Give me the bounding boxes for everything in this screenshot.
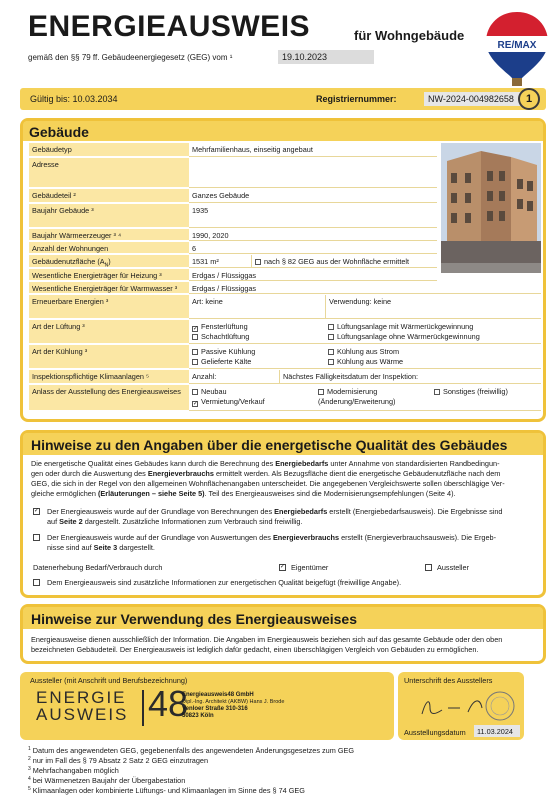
- ventilation-with-recovery-checkbox[interactable]: [328, 324, 334, 330]
- issuer-checkbox[interactable]: [425, 564, 432, 571]
- issuer-label: Aussteller: [437, 563, 470, 572]
- quality-hints-section: [20, 430, 546, 598]
- building-header: [23, 121, 543, 141]
- footnote-2: $^2$ nur im Fall des § 79 Absatz 2 Satz 2 GEG einzutragen: [28, 756, 208, 765]
- area-from-living-checkbox[interactable]: [255, 259, 261, 265]
- building-title: Gebäude: [29, 124, 89, 140]
- consumption-certificate-text: Der Energieausweis wurde auf der Grundlage von Auswertungen des Energieverbrauchs erstellt (Energieverbrauchsausweis). Die Ergeb- nisse sind auf Seite 3 dargestellt.: [47, 533, 496, 552]
- additional-info-checkbox[interactable]: [33, 579, 40, 586]
- data-source-label: Datenerhebung Bedarf/Verbrauch durch: [33, 563, 163, 572]
- law-date: 19.10.2023: [278, 50, 374, 64]
- building-section: [20, 118, 546, 422]
- footnote-1: $^1$ Datum des angewendeten GEG, gegebenenfalls des angewendeten Änderungsgesetzes zum GEG: [28, 746, 355, 755]
- row-water-energy: Wesentliche Energieträger für Warmwasser ³ Erdgas / Flüssiggas: [29, 282, 541, 294]
- usage-hints-section: [20, 604, 546, 664]
- footnote-3: $^3$ Mehrfachangaben möglich: [28, 766, 119, 775]
- registration-number: NW-2024-004982658: [424, 92, 526, 106]
- reason-modernisation-checkbox[interactable]: [318, 389, 324, 395]
- row-cooling: Art der Kühlung ³ Passive Kühlung Gelieferte Kälte Kühlung aus Strom Kühlung aus Wärme: [29, 345, 541, 369]
- building-photo: [441, 143, 541, 273]
- additional-info-text: Dem Energieausweis sind zusätzliche Informationen zur energetischen Qualität beigefügt (freiwillige Angabe).: [47, 578, 402, 587]
- demand-certificate-text: Der Energieausweis wurde auf der Grundlage von Berechnungen des Energiebedarfs erstellt (Energiebedarfsausweis). Die Ergebnisse sind auf Seite 2 dargestellt. Zusätzliche Informationen zum Verbrauch sind freiwillig.: [47, 507, 503, 526]
- signature-stamp: [408, 688, 516, 724]
- document-header: [28, 10, 498, 78]
- row-renewable: Erneuerbare Energien ³ Art: keine Verwendung: keine: [29, 295, 541, 319]
- document-subtitle: für Wohngebäude: [354, 28, 465, 43]
- logo-divider: [142, 690, 144, 726]
- valid-until: Gültig bis: 10.03.2034: [30, 94, 118, 104]
- issuer-address: Energieausweis48 GmbH Dipl.-Ing. Architekt (AKBW) Hans J. Brode Venloer Straße 310-316 50823 Köln: [182, 692, 285, 719]
- quality-intro-text: Die energetische Qualität eines Gebäudes kann durch die Berechnung des Energiebedarfs unter Annahme von standardisierten Randbedingun- gen oder durch die Auswertung des Energieverbrauchs ermittelt werden. Als Bezugsfläche dient die energetische Gebäudenutzfläche nach dem GEG, die sich in der Regel von den allgemeinen Wohnflächenangaben unterscheidet. Die angegebenen Vergleichswerte sollen überschlägige Ver- gleiche ermöglichen (Erläuterungen – siehe Seite 5). Teil des Energieausweises sind die Modernisierungsempfehlungen (Seite 4).: [31, 459, 505, 498]
- row-heater-year: Baujahr Wärmeerzeuger ³ ⁴ 1990, 2020: [29, 229, 437, 241]
- law-reference: gemäß den §§ 79 ff. Gebäudeenergiegesetz (GEG) vom ¹: [28, 53, 233, 62]
- footnote-5: $^5$ Klimaanlagen oder kombinierte Lüftungs- und Klimaanlagen im Sinne des § 74 GEG: [28, 786, 305, 795]
- quality-hints-title: Hinweise zu den Angaben über die energetische Qualität des Gebäudes: [31, 437, 508, 453]
- cooling-electric-checkbox[interactable]: [328, 349, 334, 355]
- remax-balloon-logo: [484, 10, 550, 90]
- signature-label: Unterschrift des Ausstellers: [404, 676, 493, 685]
- issuer-block-label: Aussteller (mit Anschrift und Berufsbezeichnung): [30, 676, 188, 685]
- consumption-certificate-checkbox[interactable]: [33, 534, 40, 541]
- cooling-delivered-checkbox[interactable]: [192, 359, 198, 365]
- reason-new-checkbox[interactable]: [192, 389, 198, 395]
- ventilation-window-checkbox[interactable]: ✓: [193, 326, 199, 332]
- issuer-logo-number: 48: [148, 683, 189, 724]
- page-number: 1: [518, 88, 540, 110]
- issuer-logo-text: ENERGIE AUSWEIS: [36, 688, 129, 724]
- usage-hints-text: Energieausweise dienen ausschließlich der Information. Die Angaben im Energieausweis beziehen sich auf das gesamte Gebäude oder den oben bezeichneten Gebäudeteil. Der Energieausweis ist lediglich dafür gedacht, einen überschlägigen Vergleich von Gebäuden zu ermöglichen.: [31, 635, 503, 654]
- row-reason: Anlass der Ausstellung des Energieausweises Neubau ✓ Vermietung/Verkauf Modernisierung (Änderung/Erweiterung) Sonstiges (freiwillig): [29, 385, 541, 411]
- reason-rent-sale-checkbox[interactable]: ✓: [193, 401, 199, 407]
- signature-block: [398, 672, 524, 740]
- row-usable-area: Gebäudenutzfläche $(A_N)$ 1531 m² nach § 82 GEG aus der Wohnfläche ermittelt: [29, 255, 437, 268]
- owner-label: Eigentümer: [291, 563, 329, 572]
- cooling-passive-checkbox[interactable]: [192, 349, 198, 355]
- row-year-built: Baujahr Gebäude ³ 1935: [29, 204, 437, 228]
- owner-checkbox[interactable]: ✓: [280, 564, 286, 570]
- row-ventilation: Art der Lüftung ³ ✓ Fensterlüftung Schachtlüftung Lüftungsanlage mit Wärmerückgewinnung Lüftungsanlage ohne Wärmerückgewinnung: [29, 320, 541, 344]
- usage-hints-title: Hinweise zur Verwendung des Energieausweises: [31, 611, 358, 627]
- row-address: Adresse: [29, 158, 437, 188]
- demand-certificate-checkbox[interactable]: ✓: [34, 508, 40, 514]
- ventilation-without-recovery-checkbox[interactable]: [328, 334, 334, 340]
- validity-bar: [20, 88, 546, 110]
- row-heating-energy: Wesentliche Energieträger für Heizung ³ Erdgas / Flüssiggas: [29, 269, 437, 281]
- cooling-heat-checkbox[interactable]: [328, 359, 334, 365]
- reason-other-checkbox[interactable]: [434, 389, 440, 395]
- footnote-4: $^4$ bei Wärmenetzen Baujahr der Übergabestation: [28, 776, 186, 785]
- row-apartments: Anzahl der Wohnungen 6: [29, 242, 437, 254]
- issue-date: 11.03.2024: [474, 725, 520, 737]
- row-inspection: Inspektionspflichtige Klimaanlagen ⁵ Anzahl: Nächstes Fälligkeitsdatum der Inspektion:: [29, 370, 541, 384]
- registration-label: Registriernummer:: [316, 94, 397, 104]
- row-building-part: Gebäudeteil ² Ganzes Gebäude: [29, 189, 437, 203]
- logo-text: RE/MAX: [497, 40, 537, 51]
- document-title: ENERGIEAUSWEIS: [28, 10, 311, 43]
- ventilation-shaft-checkbox[interactable]: [192, 334, 198, 340]
- issue-date-label: Ausstellungsdatum: [404, 728, 466, 737]
- row-building-type: Gebäudetyp Mehrfamilienhaus, einseitig angebaut: [29, 143, 437, 157]
- issuer-block: [20, 672, 394, 740]
